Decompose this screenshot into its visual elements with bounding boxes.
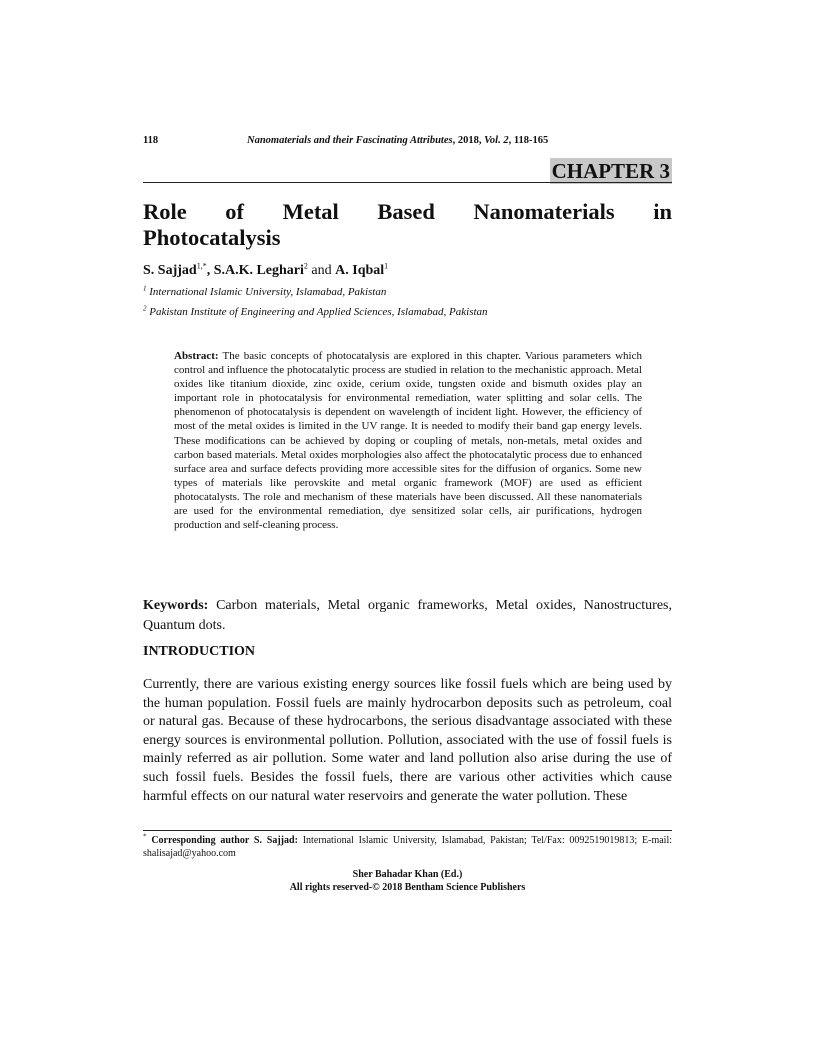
affiliation-number: 2: [143, 304, 147, 313]
affiliation-text: Pakistan Institute of Engineering and Applied Sciences, Islamabad, Pakistan: [149, 306, 488, 318]
editor-line: Sher Bahadar Khan (Ed.): [352, 869, 463, 880]
publisher-info: [143, 869, 672, 894]
title-word: Metal: [282, 199, 339, 224]
author-name: S. Sajjad: [143, 263, 197, 278]
author-name: S.A.K. Leghari: [213, 263, 304, 278]
title-line-2: Photocatalysis: [143, 225, 281, 250]
copyright-line: All rights reserved-© 2018 Bentham Science Publishers: [289, 881, 526, 893]
abstract-label: Abstract:: [174, 350, 219, 362]
journal-year: , 2018,: [452, 135, 485, 146]
title-word: Role: [143, 199, 187, 224]
journal-citation: [247, 135, 548, 146]
introduction-paragraph: Currently, there are various existing energy sources like fossil fuels which are being used by the human population. Fossil fuels are mainly hydrocarbon deposits such as petroleum, coal or natural gas. Because of these hydrocarbons, the serious disadvantage associated with these energy sources is environmental pollution. Pollution, associated with the use of fossil fuels is mainly referred as air pollution. Some water and land pollution also arise during the use of such fossil fuels. Besides the fossil fuels, there are various other activities which cause harmful effects on our natural water reservoirs and generate the water pollution. These: [143, 677, 672, 804]
journal-pages: , 118-165: [508, 135, 549, 146]
author-separator: ,: [206, 263, 214, 278]
title-word: Nanomaterials: [473, 199, 615, 224]
author-superscript: 2: [303, 261, 308, 271]
author-superscript: 1: [384, 261, 389, 271]
footnote-marker: *: [143, 832, 147, 841]
chapter-title: [143, 199, 672, 251]
chapter-label: CHAPTER 3: [551, 159, 670, 183]
footnote-label: Corresponding author S. Sajjad:: [151, 835, 298, 846]
title-word: Based: [377, 199, 435, 224]
author-superscript: 1,*: [196, 261, 207, 271]
title-word: in: [653, 199, 672, 224]
footnote: [143, 832, 672, 860]
keywords-label: Keywords:: [143, 598, 209, 613]
title-word: of: [225, 199, 245, 224]
author-separator: and: [307, 263, 336, 278]
affiliation: [143, 306, 488, 318]
affiliation: [143, 286, 386, 298]
keywords: [143, 596, 672, 636]
abstract: [174, 349, 642, 532]
footnote-rule: [143, 830, 672, 831]
section-heading: INTRODUCTION: [143, 644, 256, 659]
affiliation-text: International Islamic University, Islamabad, Pakistan: [149, 286, 387, 298]
footnote-text: International Islamic University, Islamabad, Pakistan; Tel/Fax: 0092519019813; E-mail: shalisajad@yahoo.com: [143, 835, 672, 859]
page-number: 118: [143, 135, 159, 146]
author-name: A. Iqbal: [335, 263, 385, 278]
affiliation-number: 1: [143, 284, 147, 293]
journal-volume: Vol. 2: [484, 135, 509, 146]
title-line-1: [143, 199, 672, 225]
keywords-text: Carbon materials, Metal organic frameworks, Metal oxides, Nanostructures, Quantum dots.: [143, 598, 672, 633]
journal-title: Nanomaterials and their Fascinating Attributes: [247, 135, 453, 146]
author-list: [143, 263, 388, 279]
header-rule: [143, 182, 672, 183]
abstract-text: The basic concepts of photocatalysis are explored in this chapter. Various parameters which control and influence the photocatalytic process are studied in relation to the mechanistic approach. Metal oxides like titanium dioxide, zinc oxide, cerium oxide, tungsten oxide and bismuth oxides play an important role in photocatalysis for environmental remediation, water splitting and solar cells. The phenomenon of photocatalysis is dependent on wavelength of incident light. However, the efficiency of most of the metal oxides is limited in the UV range. It is needed to modify their band gap energy levels. These modifications can be achieved by doping or coupling of metals, non-metals, metal oxides and carbon based materials. Metal oxides morphologies also affect the photocatalytic process due to enhanced surface area and surface defects providing more accessible sites for the diffusion of organics. Some new types of materials like perovskite and metal organic framework (MOF) are used as efficient photocatalysts. The role and mechanism of these materials have been discussed. All these nanomaterials are used for the environmental remediation, dye sensitized solar cells, air purifications, hydrogen production and self-cleaning process.: [174, 350, 642, 532]
